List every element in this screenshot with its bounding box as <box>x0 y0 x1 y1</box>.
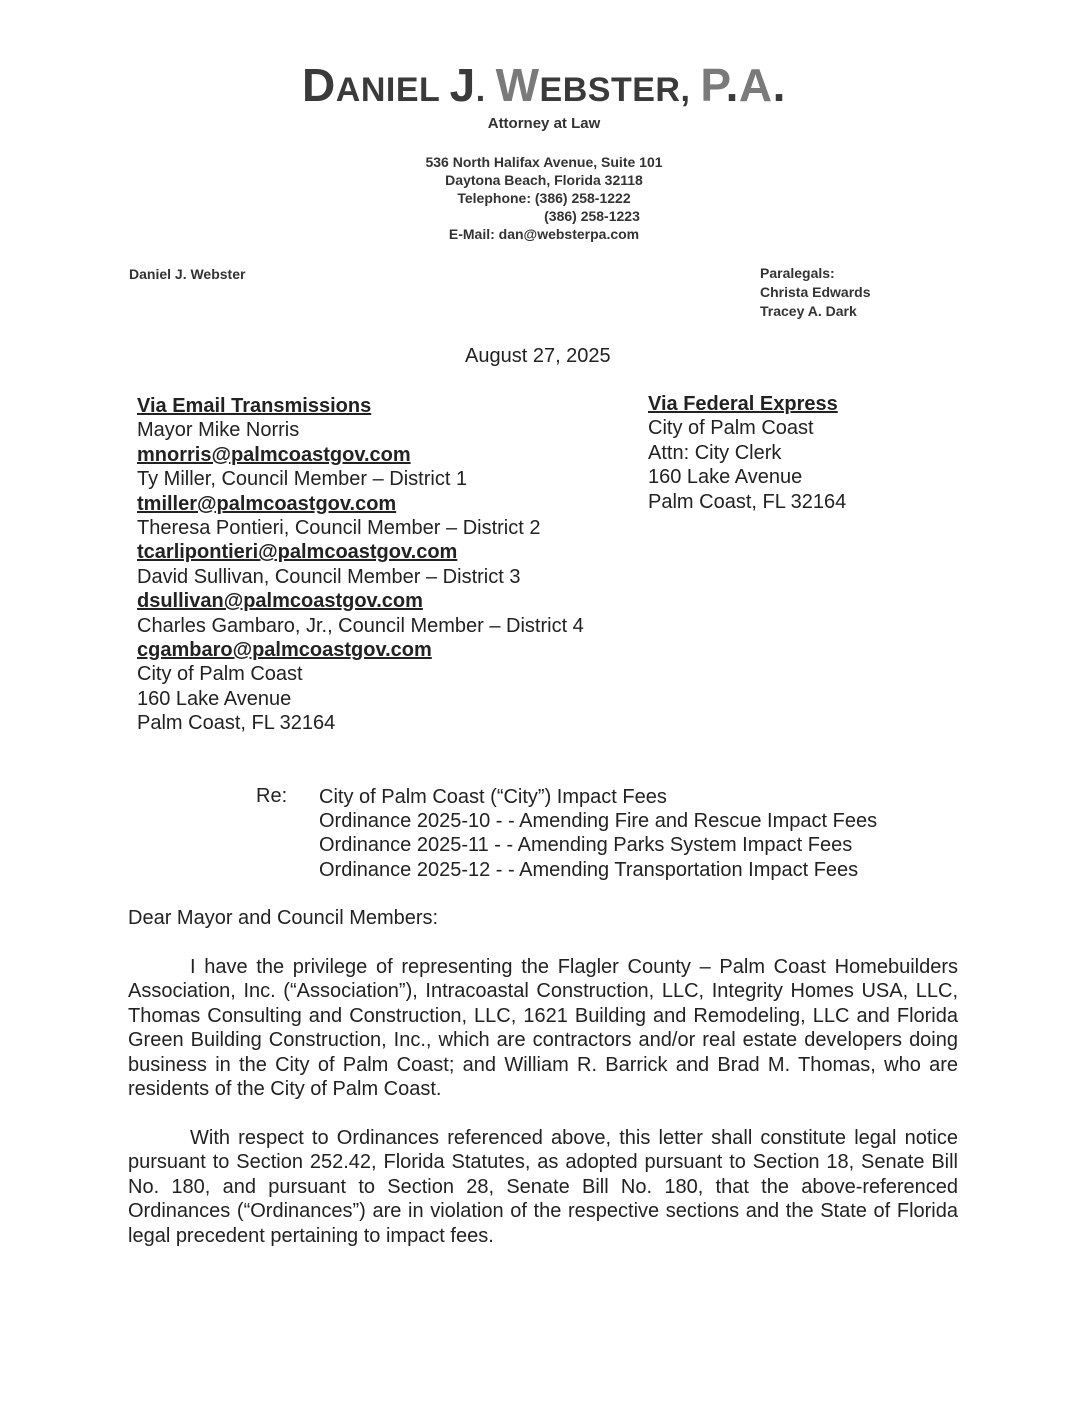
firm-name-part: A <box>738 59 773 111</box>
re-line: City of Palm Coast (“City”) Impact Fees <box>319 786 667 808</box>
fedex-line: 160 Lake Avenue <box>648 466 803 489</box>
firm-name-part: D <box>302 59 336 111</box>
fedex-block-heading: Via Federal Express <box>648 393 838 415</box>
recipient-name-line: Charles Gambaro, Jr., Council Member – District 4 <box>137 614 584 637</box>
salutation: Dear Mayor and Council Members: <box>128 907 439 929</box>
firm-name-part: W <box>495 59 540 111</box>
recipient-email: dsullivan@palmcoastgov.com <box>137 590 423 613</box>
email-block-heading: Via Email Transmissions <box>137 395 372 417</box>
firm-name-part: J <box>449 59 476 111</box>
re-line: Ordinance 2025-10 - - Amending Fire and Rescue Impact Fees <box>319 810 878 833</box>
firm-subtitle: Attorney at Law <box>487 115 601 132</box>
recipient-name-line: 160 Lake Avenue <box>137 687 292 710</box>
recipient-name-line: City of Palm Coast <box>137 663 303 686</box>
re-label: Re: <box>256 785 288 807</box>
paralegal-name: Christa Edwards <box>760 284 871 300</box>
recipient-name-line: David Sullivan, Council Member – District 3 <box>137 565 521 588</box>
fedex-recipient-block <box>648 392 846 514</box>
firm-address <box>0 153 1088 243</box>
body-paragraph: With respect to Ordinances referenced above, this letter shall constitute legal notice pursuant to Section 252.42, Florida Statutes, as adopted pursuant to Section 18, Senate Bill No. 180, and pursuant to Section 28, Senate Bill No. 180, that the above-referenced Ordinances (“Ordinances”) are in violation of the respective sections and the State of Florida legal precedent pertaining to impact fees. <box>128 1127 958 1247</box>
firm-name-part: P <box>700 59 726 111</box>
email-line: E-Mail: dan@websterpa.com <box>448 226 640 242</box>
re-line: Ordinance 2025-12 - - Amending Transportation Impact Fees <box>319 858 859 881</box>
attorney-name: Daniel J. Webster <box>129 266 246 282</box>
recipient-name-line: Mayor Mike Norris <box>137 419 300 442</box>
telephone-line: Telephone: (386) 258-1222 <box>457 190 631 206</box>
paralegals-label: Paralegals: <box>760 265 835 281</box>
re-line: Ordinance 2025-11 - - Amending Parks System Impact Fees <box>319 834 853 857</box>
fedex-line: City of Palm Coast <box>648 417 814 440</box>
fedex-line: Attn: City Clerk <box>648 441 782 464</box>
recipient-email: tmiller@palmcoastgov.com <box>137 492 397 515</box>
re-subject-lines <box>319 785 877 882</box>
body-paragraph: I have the privilege of representing the Flagler County – Palm Coast Homebuilders Association, Inc. (“Association”), Intracoastal Construction, LLC, Integrity Homes USA, LLC, Thomas Consulting and Construction, LLC, 1621 Building and Remodeling, LLC and Florida Green Building Construction, Inc., which are contractors and/or real estate developers doing business in the City of Palm Coast; and William R. Barrick and Brad M. Thomas, who are residents of the City of Palm Coast. <box>128 956 958 1101</box>
address-line: Daytona Beach, Florida 32118 <box>445 172 643 188</box>
recipient-email: mnorris@palmcoastgov.com <box>137 443 411 466</box>
firm-name-part: EBSTER <box>539 71 681 109</box>
letter-date: August 27, 2025 <box>465 345 611 367</box>
fedex-line: Palm Coast, FL 32164 <box>648 490 847 513</box>
firm-name <box>0 59 1088 111</box>
recipient-email: cgambaro@palmcoastgov.com <box>137 639 432 662</box>
paralegals-block <box>760 264 870 321</box>
recipient-email: tcarlipontieri@palmcoastgov.com <box>137 541 458 564</box>
address-line: 536 North Halifax Avenue, Suite 101 <box>425 154 663 170</box>
recipient-name-line: Ty Miller, Council Member – District 1 <box>137 468 468 491</box>
firm-name-part: ANIEL <box>335 71 450 109</box>
paralegal-name: Tracey A. Dark <box>760 303 857 319</box>
recipient-name-line: Palm Coast, FL 32164 <box>137 712 336 735</box>
telephone-line: (386) 258-1223 <box>544 208 640 224</box>
recipient-name-line: Theresa Pontieri, Council Member – District 2 <box>137 517 541 540</box>
firm-name-part: . <box>725 59 739 111</box>
firm-name-part: . <box>475 71 496 109</box>
email-recipient-lines <box>137 418 584 735</box>
firm-name-part: . <box>772 59 786 111</box>
email-recipients-block <box>137 394 584 736</box>
firm-name-part: , <box>680 71 701 109</box>
